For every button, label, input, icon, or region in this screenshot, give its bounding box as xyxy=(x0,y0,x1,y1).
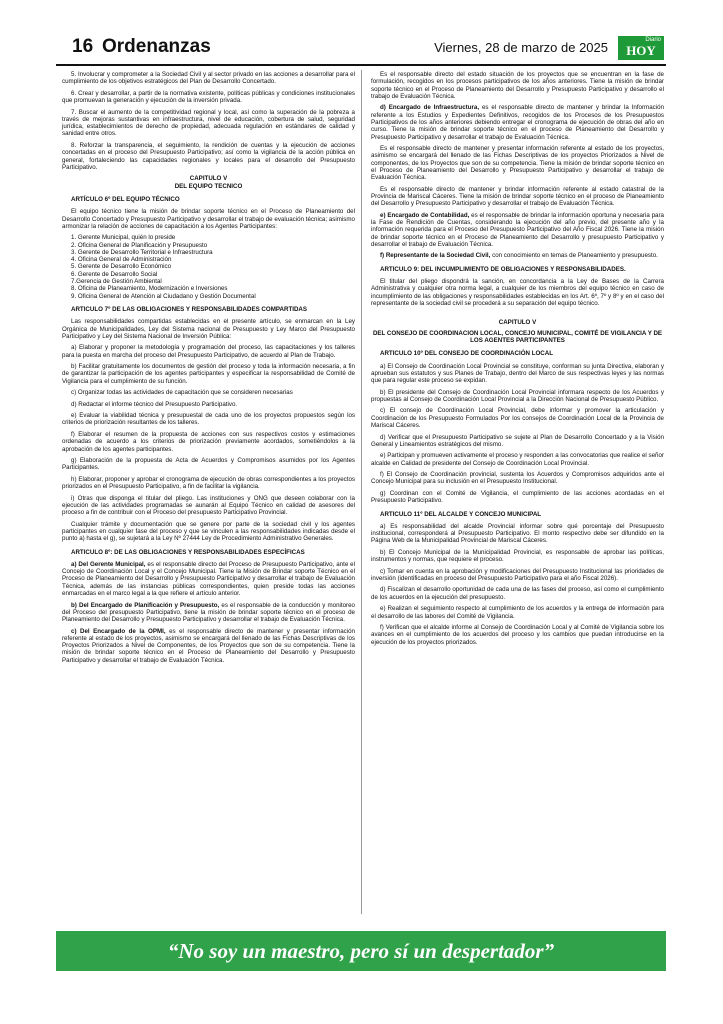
paragraph: El titular del pliego dispondrá la sanción, en concordancia a la Ley de Bases de la Carrera Administrativa y cualquier otra norma legal, a cualquier de los miembros del equipo técnico en caso de incumplimiento de las obligaciones y responsabilidades establecidas en los Art. 6º, 7º y 8º y en el caso del representante de la sociedad civil se procederá a su separación del equipo técnico. xyxy=(371,278,664,307)
paragraph: a) Es responsabilidad del alcalde Provincial informar sobre qué porcentaje del Presupuesto institucional, corresponderá al Presupuesto Participativo. El monto respectivo debe ser difundido en la Página Web de la Municipalidad Provincial de Mariscal Cáceres. xyxy=(371,522,664,545)
paragraph xyxy=(371,212,664,248)
right-column xyxy=(371,71,664,650)
paragraph: g) Coordinan con el Comité de Vigilancia, el cumplimiento de las acciones acordadas en el Presupuesto Participativo. xyxy=(371,489,664,505)
article-heading: ARTICULO 8º: DE LAS OBLIGACIONES Y RESPONSABILIDADES ESPECÍFICAS xyxy=(71,548,305,556)
paragraph: 5. Involucrar y comprometer a la Sociedad Civil y al sector privado en las acciones a desarrollar para el cumplimiento de los objetivos estratégicos del Plan de Desarrollo Concertado. xyxy=(62,71,355,86)
paragraph: Es el responsable directo del estado situación de los proyectos que se encuentran en la fase de formulación, recogidos en los procesos participativos de los años anteriores. Tiene la misión de brindar soporte técnico en el Proceso de Planeamiento del Desarrollo y Presupuesto Participativo y desarrollo el trabajo de Evaluación Técnica. xyxy=(371,71,664,100)
paragraph: c) El consejo de Coordinación Local Provincial, debe informar y promover la articulación y Coordinación de los Presupuesto Formulados Por los consejos de Coordinación Local de la Provincia de Mariscal Cáceres. xyxy=(371,407,664,430)
list-item: 9. Oficina General de Atención al Ciudadano y Gestión Documental xyxy=(71,292,256,300)
chapter-title: CAPITULO V xyxy=(498,319,537,327)
bold-lead: a) Del Gerente Municipal, xyxy=(71,560,146,568)
logo-main-text: HOY xyxy=(626,43,656,58)
page-number: 16 xyxy=(72,36,94,57)
paragraph: d) Redactar el informe técnico del Presupuesto Participativo. xyxy=(71,400,238,408)
paragraph: b) El presidente del Consejo de Coordinación Local Provincial informara respecto de los Acuerdos y propuestas al Consejo de Coordinación Local Provincial a la Dirección Nacional de Presupuesto Público. xyxy=(371,388,664,403)
paragraph xyxy=(371,104,664,140)
paragraph: f) Verifican que el alcalde informe al Consejo de Coordinación Local y al Comité de Vigilancia sobre los avances en el cumplimiento de los acuerdos del proceso y los cambios que puedan introducirse en la ejecución de los proyectos priorizados. xyxy=(371,624,664,646)
paragraph xyxy=(62,602,355,624)
paragraph: 7. Buscar el aumento de la competitividad regional y local, así como la superación de la pobreza a través de mejoras sustantivas en infraestructura, nivel de educación, cobertura de salud, seguridad jurídica, establecimientos de derecho de propiedad, adecuada regulación en estándares de calidad y sanidad entre otros. xyxy=(62,108,355,138)
paragraph: d) Fiscalizan el desarrollo oportunidad de cada una de las fases del proceso, así como el cumplimiento de los acuerdos en la ejecución del presupuesto. xyxy=(371,586,664,601)
paragraph: c) Tomar en cuenta en la aprobación y modificaciones del Presupuesto Institucional las prioridades de inversión (identificadas en proceso del Presupuesto Participativo para el año Fiscal 2026). xyxy=(371,567,664,582)
list-item: 8. Oficina de Planeamiento, Modernización e Inversiones xyxy=(71,285,228,293)
paragraph: b) Facilitar gratuitamente los documentos de gestión del proceso y toda la información necesaria, a fin de garantizar la participación de los agentes participantes y especificar la responsabilidad de Comité de Vigilancia para el cumplimiento de su función. xyxy=(62,363,355,385)
bold-lead: e) Encargado de Contabilidad, xyxy=(380,211,470,219)
paragraph: h) Elaborar, proponer y aprobar el cronograma de ejecución de obras correspondientes a los proyectos priorizados en el Presupuesto Participativo, a fin de facilitar la vigilancia. xyxy=(62,475,355,491)
article-heading: ARTICULO 10º DEL CONSEJO DE COORDINACIÓN LOCAL xyxy=(380,350,554,358)
paragraph: f) Elaborar el resumen de la propuesta de acciones con sus respectivos costos y estimaciones ordenadas de acuerdo a los criterios de priorización previamente acordados, sometiéndolos a la aprobación de los agentes participantes. xyxy=(62,430,355,453)
page-header xyxy=(56,36,666,62)
paragraph: Es el responsable directo de mantener y brindar información referente al estado catastral de la Provincia de Mariscal Cáceres. Tiene la misión de brindar soporte técnico en el proceso de Planeamiento del Desarrollo y Presupuesto Participativo y desarrollar el trabajo de Evaluación Técnica. xyxy=(371,185,664,208)
list-item: 6. Gerente de Desarrollo Social xyxy=(71,270,158,278)
paragraph: a) Elaborar y proponer la metodología y programación del proceso, las capacitaciones y los talleres para la puesta en marcha del proceso del Presupuesto Participativo, de acuerdo al Plan de Trabajo. xyxy=(62,344,355,359)
paragraph xyxy=(371,252,664,259)
quote-banner: “No soy un maestro, pero sí un despertador” xyxy=(56,931,666,971)
paragraph: e) Evaluar la viabilidad técnica y presupuestal de cada uno de los proyectos propuestos según los criterios de priorización resultantes de los talleres. xyxy=(62,412,355,427)
bold-lead: f) Representante de la Sociedad Civil, xyxy=(380,252,491,260)
column-divider xyxy=(361,70,362,914)
paragraph: El equipo técnico tiene la misión de brindar soporte técnico en el Proceso de Planeamiento del Desarrollo Concertado y Presupuesto Participativo y desarrollar el trabajo de evaluación técnica; asimismo armonizar la relación de acciones de capacitación a los Agentes Participantes: xyxy=(62,208,355,230)
paragraph: e) Participan y promueven activamente el proceso y responden a las convocatorias que realice el señor alcalde en Calidad de presidente del Consejo de Coordinación Local Provincial. xyxy=(371,452,664,467)
list-item: 7.Gerencia de Gestión Ambiental xyxy=(71,278,162,286)
chapter-subtitle: DEL EQUIPO TECNICO xyxy=(174,182,243,190)
list-item: 1. Gerente Municipal, quién lo preside xyxy=(71,234,176,242)
paragraph-text: es el responsable de brindar la información oportuna y necesaria para la Fase de Rendición de Cuentas, considerando la ejecución del año previo, del presente año y la información requerida para el Proceso del Presupuesto Participativo del Año Fiscal 2026. Tiene la misión de brindar soporte técnico en el Proceso de Planeamiento del Desarrollo y presupuesto Participativo y desarrollar el trabajo de Evaluación Técnica. xyxy=(371,211,664,248)
list-item: 2. Oficina General de Planificación y Presupuesto xyxy=(71,241,208,249)
paragraph: d) Verificar que el Presupuesto Participativo se sujete al Plan de Desarrollo Concertado y a la Visión General y Lineamientos estratégicos del mismo. xyxy=(371,433,664,448)
newspaper-logo xyxy=(618,36,664,60)
logo-top-text: Diario xyxy=(645,37,661,43)
left-column xyxy=(62,71,355,668)
paragraph: f) El Consejo de Coordinación provincial, sustenta los Acuerdos y Compromisos adquiridos ante el Concejo Municipal para su inclusión en el Presupuesto Institucional. xyxy=(371,471,664,486)
paragraph: c) Organizar todas las actividades de capacitación que se consideren necesarias xyxy=(71,389,293,397)
paragraph: g) Elaboración de la propuesta de Acta de Acuerdos y Compromisos asumidos por los Agentes Participantes. xyxy=(62,457,355,472)
paragraph xyxy=(62,561,355,597)
list-item: 3. Gerente de Desarrollo Territorial e Infraestructura xyxy=(71,248,213,256)
bold-lead: b) Del Encargado de Planificación y Presupuesto, xyxy=(71,601,220,609)
article-heading: ARTICULO 9: DEL INCUMPLIMIENTO DE OBLIGACIONES Y RESPONSABILIDADES. xyxy=(380,265,626,273)
issue-date: Viernes, 28 de marzo de 2025 xyxy=(434,40,608,55)
paragraph-text: es el responsable de la conducción y monitoreo del Proceso del presupuesto Participativo, tiene la misión de brindar soporte técnico en el proceso de Planeamiento del Desarrollo y Presupuesto Participativo y desarrollar el trabajo de Evaluación Técnica. xyxy=(62,601,355,624)
list-item: 4. Oficina General de Administración xyxy=(71,256,172,264)
paragraph: Las responsabilidades compartidas establecidas en el presente artículo, se enmarcan en la Ley Orgánica de Municipalidades, Ley del Sistema nacional de Presupuesto y Ley Marco del Presupuesto Participativo y Ley del Sistema Nacional de Inversión Pública: xyxy=(62,318,355,340)
team-list xyxy=(62,234,355,300)
article-heading: ARTICULO 7º DE LAS OBLIGACIONES Y RESPONSABILIDADES COMPARTIDAS xyxy=(71,305,308,313)
paragraph: 8. Reforzar la transparencia, el seguimiento, la rendición de cuentas y la ejecución de acciones concertadas en el proceso del Presupuesto Participativo; así como la vigilancia de la acción pública en general, fortaleciendo las capacidades regionales y locales para el desarrollo del Presupuesto Participativo. xyxy=(62,141,355,171)
paragraph-text: es el responsable directo de mantener y brindar la Información referente a los Estudios y Expedientes Definitivos, recogidos de los Procesos de los Presupuestos Participativos de los años anteriores debiendo entregar el cronograma de ejecución de obras del año en curso. Tiene la misión de brindar soporte técnico en el proceso de Planeamiento del Desarrollo y Presupuesto Participativo y desarrollar el trabajo de Evaluación Técnica. xyxy=(371,104,664,141)
paragraph: Es el responsable directo de mantener y presentar información referente al estado de los proyectos, asimismo se encargará del llenado de las Fichas Descriptivas de los proyectos Priorizados a Nivel de componentes, de los Proyectos que son de su competencia. Tiene la misión de brindar soporte técnico en el Proceso de Planeamiento del Desarrollo y Presupuesto Participativo y desarrollar el trabajo de Evaluación Técnica. xyxy=(371,145,664,182)
chapter-subtitle: DEL CONSEJO DE COORDINACION LOCAL, CONCEJO MUNICIPAL, COMITÉ DE VIGILANCIA Y DE LOS AGENTES PARTICIPANTES xyxy=(372,329,663,345)
paragraph-text: es el responsable directo de mantener y presentar información referente al estado de los proyectos, asimismo se encargará del llenado de las Fichas Descriptivas de los Proyectos Priorizados a Nivel de Componentes, de los Proyectos que son de su competencia. Tiene la misión de brindar soporte técnico en el Proceso de Planeamiento del Desarrollo y Presupuesto Participativo y desarrollar el trabajo de Evaluación Técnica. xyxy=(62,627,355,664)
section-title: Ordenanzas xyxy=(102,36,211,57)
paragraph: Cualquier trámite y documentación que se genere por parte de la sociedad civil y los agentes participantes en cualquier fase del proceso y que se vinculen a las responsabilidades indicadas desde el punto a) hasta el g), se sujetará a la Ley Nº 27444 Ley de Procedimiento Administrativo Generales. xyxy=(62,520,355,543)
chapter-title: CAPITULO V xyxy=(189,175,228,183)
paragraph: a) El Consejo de Coordinación Local Provincial se constituye, conforman su junta Directiva, elaboran y aprueban sus estatutos y sus Planes de Trabajo, dentro del Marco de sus respectivas leyes y las normas que para regular este proceso se expidan. xyxy=(371,362,664,385)
header-rule xyxy=(56,64,666,66)
bold-lead: d) Encargado de Infraestructura, xyxy=(380,104,480,112)
list-item: 5. Gerente de Desarrollo Económico xyxy=(71,263,172,271)
paragraph xyxy=(62,628,355,664)
paragraph: 6. Crear y desarrollar, a partir de la normativa existente, políticas públicas y condiciones institucionales que promuevan la generación y ejecución de la inversión privada. xyxy=(62,89,355,105)
bold-lead: c) Del Encargado de la OPMI, xyxy=(71,627,166,635)
paragraph: i) Otras que disponga el titular del pliego. Las instituciones y ONG que deseen colaborar con la ejecución de las actividades programadas se aunarán al Equipo Técnico en calidad de asesores del proceso a fin de contribuir con el Proceso del presupuesto Participativo Provincial. xyxy=(62,494,355,517)
article-heading: ARTICULO 11º DEL ALCALDE Y CONCEJO MUNICIPAL xyxy=(380,510,542,518)
article-heading: ARTÍCULO 6º DEL EQUIPO TÉCNICO xyxy=(71,195,180,203)
paragraph: e) Realizan el seguimiento respecto al cumplimiento de los acuerdos y la entrega de información para el desarrollo de las labores del Comité de Vigilancia. xyxy=(371,605,664,620)
paragraph-text: con conocimiento en temas de Planeamiento y presupuesto. xyxy=(490,252,658,260)
paragraph-text: es el responsable directo del Proceso de Presupuesto Participativo, ante el Concejo de Coordinación Local y el Concejo Municipal. Tiene la Misión de Brindar soporte Técnico en el Proceso de Planeamiento del Desarrollo y Presupuesto Participativo y desarrollar el trabajo de Evaluación Técnica, además de las instancias públicas correspondientes, quien preside todas las acciones enmarcadas en el marco legal a la que refiere el artículo anterior. xyxy=(62,560,355,598)
paragraph: b) El Concejo Municipal de la Municipalidad Provincial, es responsable de aprobar las políticas, instrumentos y normas, que requiere el proceso. xyxy=(371,548,664,564)
